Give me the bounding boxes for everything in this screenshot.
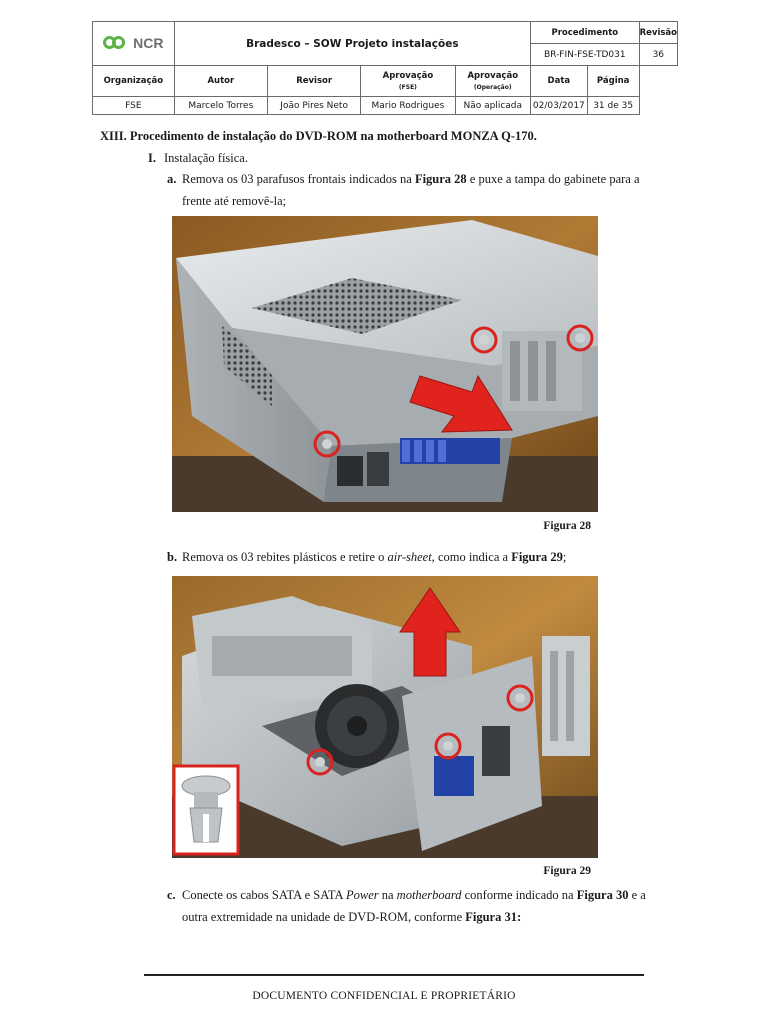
figure-29-ref: Figura 29 xyxy=(511,550,563,564)
pagina-label: Página xyxy=(587,66,639,97)
data-label: Data xyxy=(530,66,587,97)
ncr-logo-icon xyxy=(103,36,129,50)
document-title: Bradesco – SOW Projeto instalações xyxy=(174,22,530,66)
step-a-letter: a. xyxy=(167,172,177,186)
aprovacao-fse-label xyxy=(361,66,455,97)
autor-label: Autor xyxy=(174,66,267,97)
revisor-label: Revisor xyxy=(267,66,360,97)
step-a-text: Remova os 03 parafusos frontais indicados na Figura 28 e puxe a tampa do gabinete para a frente até removê-la; xyxy=(182,172,640,208)
data-value: 02/03/2017 xyxy=(530,97,587,115)
footer-divider xyxy=(144,974,644,976)
revisao-label: Revisão xyxy=(639,22,677,44)
organizacao-label: Organização xyxy=(93,66,175,97)
figure-29-photo xyxy=(172,576,598,858)
organizacao-value: FSE xyxy=(93,97,175,115)
figure-30-ref: Figura 30 xyxy=(576,888,629,902)
logo-cell xyxy=(93,22,175,66)
footer-text: DOCUMENTO CONFIDENCIAL E PROPRIETÁRIO xyxy=(252,990,516,1002)
aprovacao-op-title: Aprovação xyxy=(467,71,519,81)
subsection-title xyxy=(148,151,248,166)
figure-28-caption: Figura 28 xyxy=(543,520,591,532)
document-header-table xyxy=(92,21,678,115)
step-c-text: Conecte os cabos SATA e SATA Power na motherboard conforme indicado na Figura 30 e a outra extremidade na unidade de DVD-ROM, conforme Figura 31: xyxy=(182,888,646,924)
aprovacao-op-value: Não aplicada xyxy=(455,97,530,115)
step-b-text: Remova os 03 rebites plásticos e retire o air-sheet, como indica a Figura 29; xyxy=(182,550,567,564)
subsection-number: I. xyxy=(148,151,156,165)
figure-28-ref: Figura 28 xyxy=(414,172,467,186)
procedimento-label: Procedimento xyxy=(530,22,639,44)
figure-28-photo xyxy=(172,216,598,512)
aprovacao-fse-title: Aprovação xyxy=(382,71,434,81)
step-c-letter: c. xyxy=(167,888,176,902)
figure-31-ref: Figura 31: xyxy=(465,910,522,924)
aprovacao-fse-sub: (FSE) xyxy=(398,84,417,91)
step-a xyxy=(167,168,667,212)
pagina-value: 31 de 35 xyxy=(587,97,639,115)
ncr-logo xyxy=(103,35,163,51)
section-heading: XIII. Procedimento de instalação do DVD-ROM na motherboard MONZA Q-170. xyxy=(100,129,537,143)
step-c xyxy=(167,884,667,928)
aprovacao-op-sub: (Operação) xyxy=(473,84,512,91)
step-b-letter: b. xyxy=(167,550,178,564)
revisor-value: João Pires Neto xyxy=(267,97,360,115)
aprovacao-fse-value: Mario Rodrigues xyxy=(361,97,455,115)
subsection-text: Instalação física. xyxy=(164,151,248,165)
figure-29-caption: Figura 29 xyxy=(543,865,591,877)
logo-text: NCR xyxy=(133,34,164,51)
autor-value: Marcelo Torres xyxy=(174,97,267,115)
step-b xyxy=(167,546,667,568)
procedimento-value: BR-FIN-FSE-TD031 xyxy=(530,44,639,66)
revisao-value: 36 xyxy=(639,44,677,66)
aprovacao-op-label xyxy=(455,66,530,97)
